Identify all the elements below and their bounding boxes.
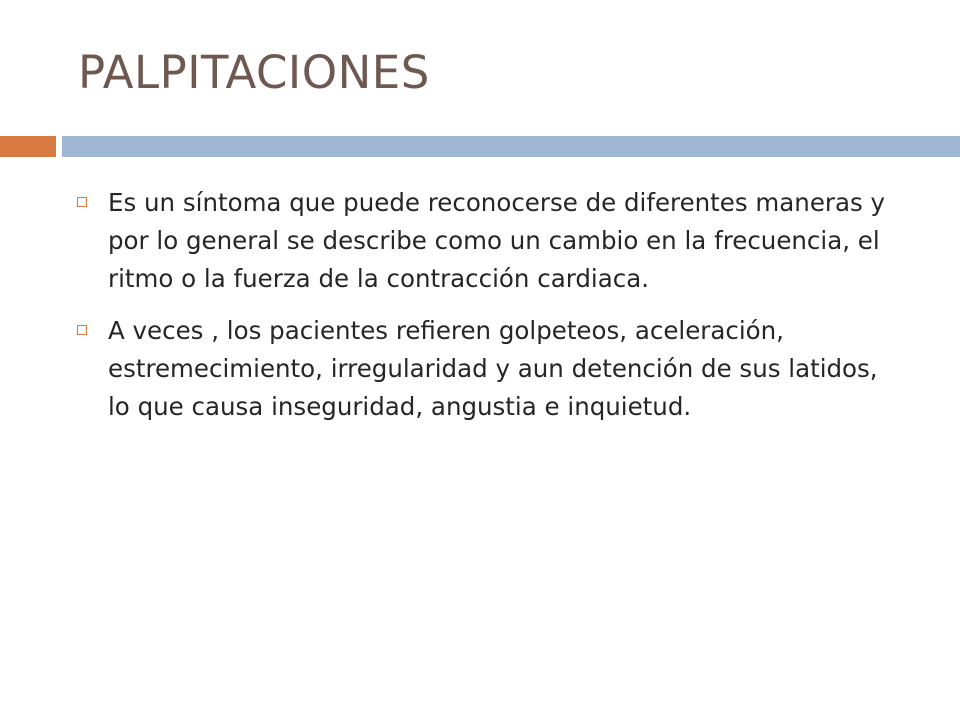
title-accent-bar-blue <box>62 136 960 157</box>
hollow-square-bullet-icon <box>77 325 87 335</box>
bullet-text: A veces , los pacientes refieren golpeteos, aceleración, estremecimiento, irregularidad y aun detención de sus latidos, lo que causa inseguridad, angustia e inquietud. <box>108 316 878 421</box>
hollow-square-bullet-icon <box>77 197 87 207</box>
bullet-item <box>74 312 904 426</box>
slide-title: PALPITACIONES <box>78 46 430 99</box>
bullet-list <box>74 184 904 440</box>
title-accent-bar-orange <box>0 136 56 157</box>
bullet-item <box>74 184 904 298</box>
bullet-text: Es un síntoma que puede reconocerse de diferentes maneras y por lo general se describe como un cambio en la frecuencia, el ritmo o la fuerza de la contracción cardiaca. <box>108 188 886 293</box>
